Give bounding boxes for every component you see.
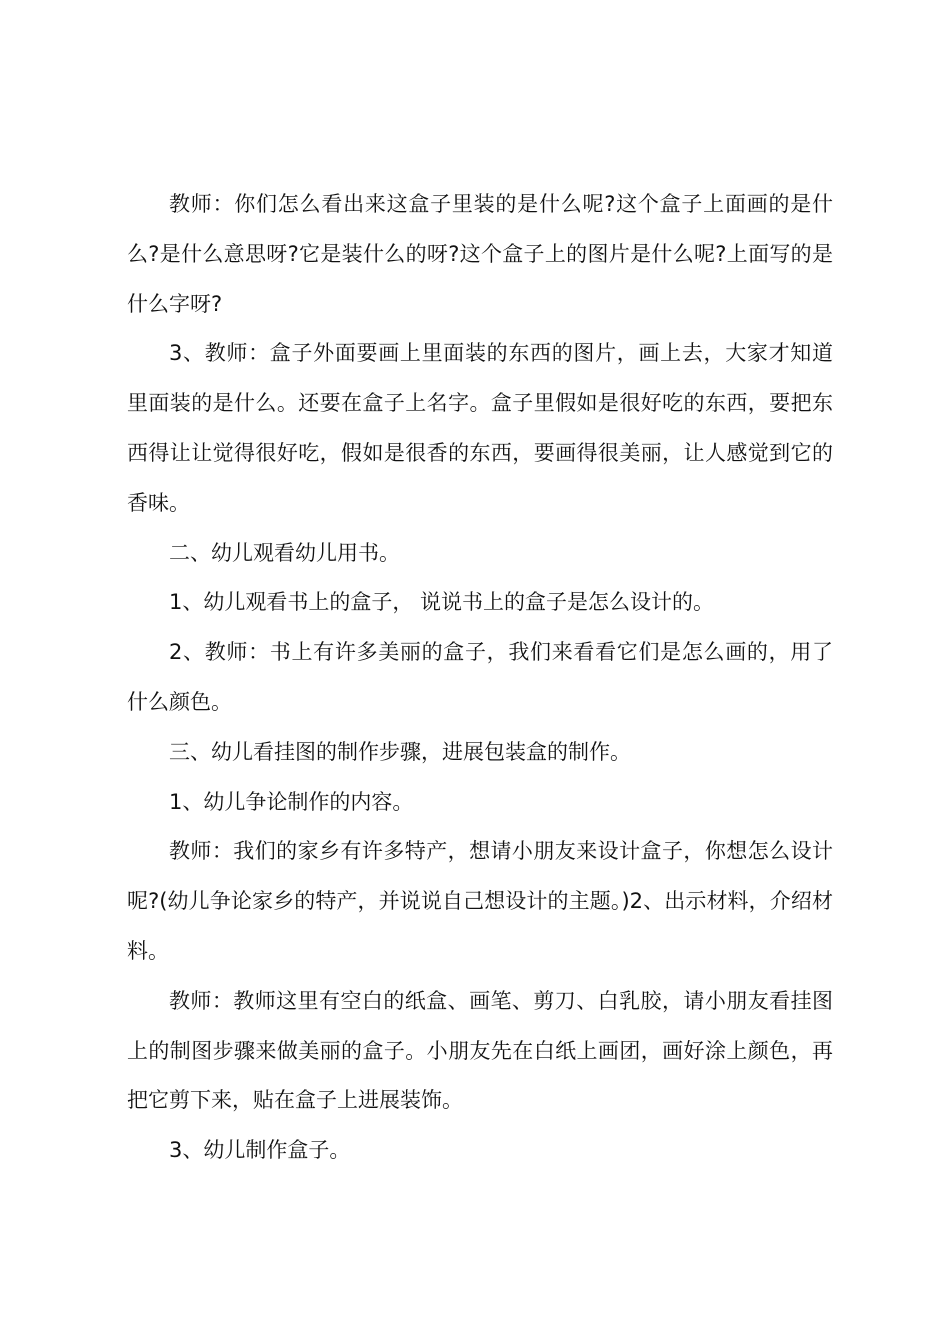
paragraph-section-2-step-1: 1、幼儿观看书上的盒子， 说说书上的盒子是怎么设计的。 [169, 590, 715, 615]
paragraph-teacher-materials: 教师：教师这里有空白的纸盒、画笔、剪刀、白乳胶，请小朋友看挂图上的制图步骤来做美丽的盒子。小朋友先在白纸上画团，画好涂上颜色，再把它剪下来，贴在盒子上进展装饰。 [127, 988, 833, 1113]
paragraph-section-3-heading: 三、幼儿看挂图的制作步骤，进展包装盒的制作。 [169, 739, 631, 764]
paragraph-teacher-hometown: 教师：我们的家乡有许多特产，想请小朋友来设计盒子，你想怎么设计呢?(幼儿争论家乡的特产，并说说自己想设计的主题。)2、出示材料，介绍材料。 [127, 839, 833, 963]
paragraph-section-2-step-2: 2、教师：书上有许多美丽的盒子，我们来看看它们是怎么画的，用了什么颜色。 [127, 640, 833, 714]
paragraph-section-3-step-1: 1、幼儿争论制作的内容。 [169, 789, 414, 814]
paragraph-teacher-question: 教师：你们怎么看出来这盒子里装的是什么呢?这个盒子上面画的是什么?是什么意思呀?它是装什么的呀?这个盒子上的图片是什么呢?上面写的是什么字呀? [127, 192, 833, 316]
document-body [127, 180, 833, 1176]
paragraph-step-3-box-outside: 3、教师：盒子外面要画上里面装的东西的图片，画上去，大家才知道里面装的是什么。还要在盒子上名字。盒子里假如是很好吃的东西，要把东西得让让觉得很好吃，假如是很香的东西，要画得很美丽，让人感觉到它的香味。 [127, 341, 833, 515]
paragraph-section-3-step-3: 3、幼儿制作盒子。 [169, 1138, 351, 1163]
paragraph-section-2-heading: 二、幼儿观看幼儿用书。 [169, 540, 400, 565]
